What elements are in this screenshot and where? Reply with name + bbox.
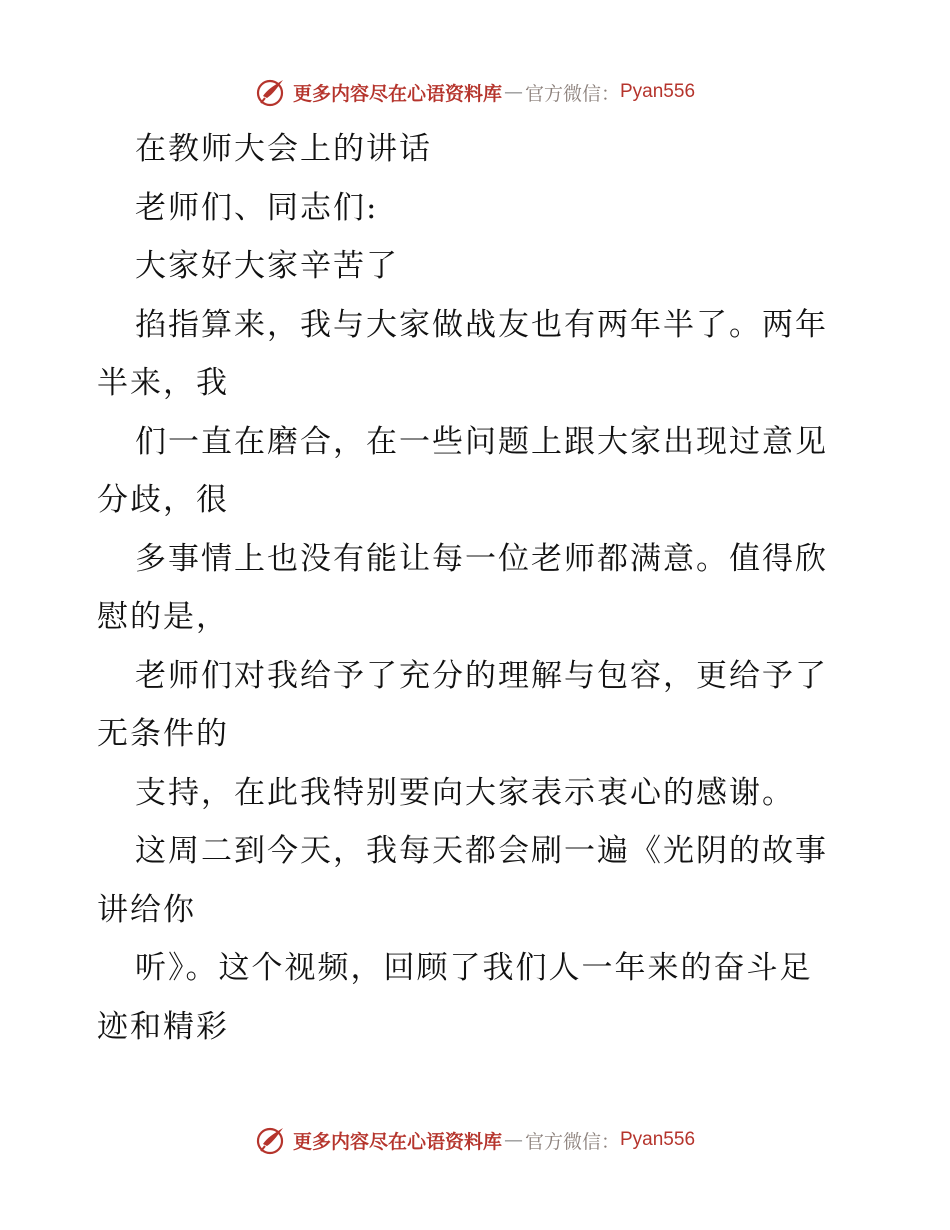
paragraph-line: 半来，我 <box>97 365 229 401</box>
paragraph-line: 老师们、同志们: <box>135 189 379 226</box>
footer-wechat-id: Pyan556 <box>620 1129 696 1150</box>
paragraph-line: 大家好大家辛苦了 <box>135 248 399 284</box>
paragraph-line: 们一直在磨合，在一些问题上跟大家出现过意见 <box>135 423 828 460</box>
header-separator: — <box>503 81 523 103</box>
header-wechat-id: Pyan556 <box>620 81 696 102</box>
footer-brand: 更多内容尽在心语资料库 <box>292 1130 502 1153</box>
paragraph-line: 在教师大会上的讲话 <box>135 131 432 167</box>
quill-logo-icon <box>255 1124 287 1156</box>
paragraph-line: 慰的是， <box>97 599 229 635</box>
paragraph-line: 迹和精彩 <box>97 1008 229 1045</box>
paragraph-line: 多事情上也没有能让每一位老师都满意。值得欣 <box>135 540 828 577</box>
footer-banner <box>0 1120 950 1160</box>
document-body <box>97 120 857 1056</box>
paragraph-line: 掐指算来，我与大家做战友也有两年半了。两年 <box>135 306 828 343</box>
paragraph-line: 无条件的 <box>97 716 229 752</box>
quill-logo-icon <box>255 76 287 108</box>
paragraph-line: 老师们对我给予了充分的理解与包容，更给予了 <box>135 657 828 694</box>
paragraph-line: 讲给你 <box>97 891 196 928</box>
footer-separator: — <box>503 1129 523 1151</box>
header-banner <box>0 72 950 112</box>
paragraph-line: 分歧，很 <box>97 482 229 518</box>
paragraph-line: 听》。这个视频，回顾了我们人一年来的奋斗足 <box>135 950 813 986</box>
footer-official: 官方微信： <box>524 1130 620 1153</box>
paragraph-line: 这周二到今天，我每天都会刷一遍《光阴的故事 <box>135 833 828 869</box>
header-brand: 更多内容尽在心语资料库 <box>292 82 502 105</box>
paragraph-line: 支持，在此我特别要向大家表示衷心的感谢。 <box>135 774 795 811</box>
header-official: 官方微信： <box>524 82 620 105</box>
